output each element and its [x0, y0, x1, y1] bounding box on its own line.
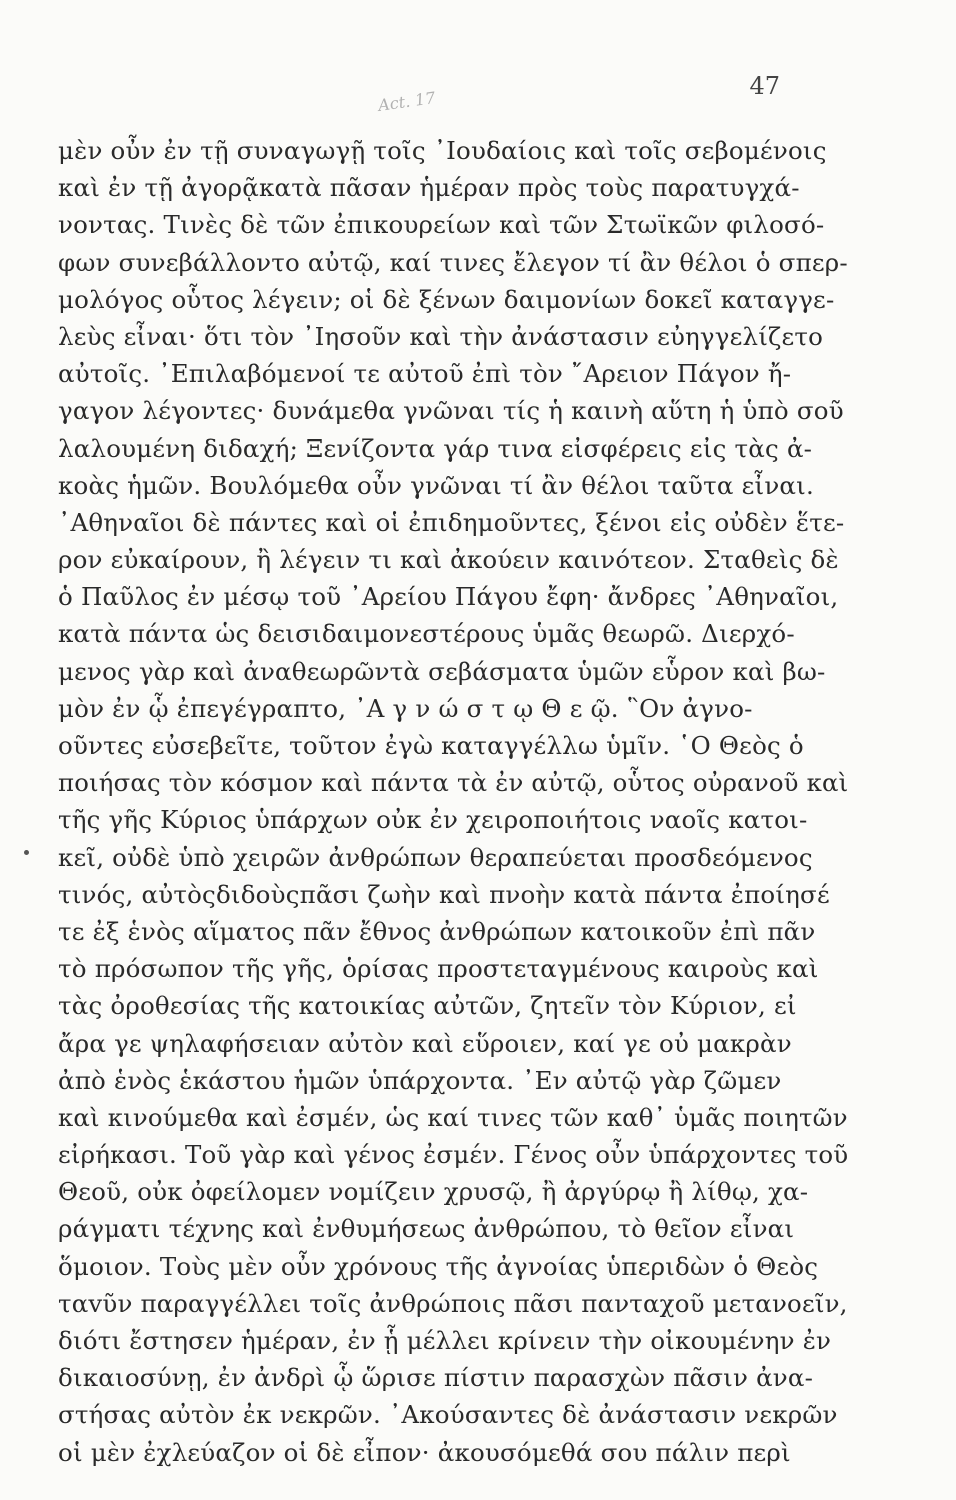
text-line: τῆς γῆς Κύριος ὑπάρχων οὐκ ἐν χειροποιήτοις ναοῖς κατοι-: [58, 805, 808, 835]
text-line: λεὺς εἶναι· ὅτι τὸν ᾿Ιησοῦν καὶ τὴν ἀνάστασιν εὐηγγελίζετο: [58, 321, 824, 351]
text-line: μὲν οὖν ἐν τῇ συναγωγῇ τοῖς ᾿Ιουδαίοις καὶ τοῖς σεβομένοις: [58, 136, 827, 165]
text-line: μενος γὰρ καὶ ἀναθεωρῶντὰ σεβάσματα ὑμῶν εὗρον καὶ βω-: [58, 656, 826, 686]
text-line: ὅμοιον. Τοὺς μὲν οὖν χρόνους τῆς ἀγνοίας ὑπεριδὼν ὁ Θεὸς: [58, 1251, 819, 1281]
text-line: τὰς ὀροθεσίας τῆς κατοικίας αὐτῶν, ζητεῖν τὸν Κύριον, εἰ: [58, 991, 797, 1021]
text-line: Θεοῦ, οὐκ ὀφείλομεν νομίζειν χρυσῷ, ἢ ἀργύρῳ ἢ λίθῳ, χα-: [58, 1177, 809, 1207]
text-line: κοὰς ἡμῶν. Βουλόμεθα οὖν γνῶναι τί ἂν θέλοι ταῦτα εἶναι.: [58, 470, 814, 500]
text-line: ρον εὐκαίρουν, ἢ λέγειν τι καὶ ἀκούειν καινότεον. Σταθεὶς δὲ: [58, 545, 839, 575]
text-line: κατὰ πάντα ὡς δεισιδαιμονεστέρους ὑμᾶς θεωρῶ. Διερχό-: [58, 619, 795, 649]
text-line: ὁ Παῦλος ἐν μέσῳ τοῦ ᾿Αρείου Πάγου ἔφη· ἄνδρες ᾿Αθηναῖοι,: [58, 582, 839, 612]
page-number: 47: [749, 72, 780, 100]
text-line: στήσας αὐτὸν ἐκ νεκρῶν. ᾿Ακούσαντες δὲ ἀνάστασιν νεκρῶν: [58, 1400, 838, 1430]
text-line: ποιήσας τὸν κόσμον καὶ πάντα τὰ ἐν αὐτῷ, οὗτος οὐρανοῦ καὶ: [58, 768, 849, 798]
text-line: καὶ κινούμεθα καὶ ἐσμέν, ὡς καί τινες τῶν καθ᾿ ὑμᾶς ποιητῶν: [58, 1102, 848, 1132]
text-line: λαλουμένη διδαχή; Ξενίζοντα γάρ τινα εἰσφέρεις εἰς τὰς ἀ-: [58, 433, 813, 463]
text-line: κεῖ, οὐδὲ ὑπὸ χειρῶν ἀνθρώπων θεραπεύεται προσδεόμενος: [58, 842, 813, 872]
margin-mark: [24, 850, 29, 855]
text-line: φων συνεβάλλοντο αὐτῷ, καί τινες ἔλεγον τί ἂν θέλοι ὁ σπερ-: [58, 247, 848, 277]
text-line: ταvῦν παραγγέλλει τοῖς ἀνθρώποις πᾶσι πανταχοῦ μετανοεῖν,: [58, 1288, 848, 1318]
text-line: μολόγος οὗτος λέγειν; οἱ δὲ ξένων δαιμονίων δοκεῖ καταγγε-: [58, 284, 835, 314]
text-line: τινός, αὐτὸςδιδοὺςπᾶσι ζωὴν καὶ πνοὴν κατὰ πάντα ἐποίησέ: [58, 879, 830, 909]
text-line: οῦντες εὐσεβεῖτε, τοῦτον ἐγὼ καταγγέλλω ὑμῖν. ῾Ο Θεὸς ὁ: [58, 731, 804, 760]
body-text: [58, 132, 848, 1471]
text-line: οἱ μὲν ἐχλεύαζον οἱ δὲ εἶπον· ἀκουσόμεθά σου πάλιν περὶ: [58, 1437, 791, 1467]
text-line: γαγον λέγοντες· δυνάμεθα γνῶναι τίς ἡ καινὴ αὕτη ἡ ὑπὸ σοῦ: [58, 396, 844, 426]
pencil-annotation: Act. 17: [376, 88, 437, 115]
text-line: ᾿Αθηναῖοι δὲ πάντες καὶ οἱ ἐπιδημοῦντες, ξένοι εἰς οὐδὲν ἕτε-: [58, 507, 845, 537]
text-line: νοντας. Τινὲς δὲ τῶν ἐπικουρείων καὶ τῶν Στωϊκῶν φιλοσό-: [58, 210, 825, 240]
text-line: ἄρα γε ψηλαφήσειαν αὐτὸν καὶ εὕροιεν, καί γε οὐ μακρὰν: [58, 1028, 792, 1058]
text-line: δικαιοσύνῃ, ἐν ἀνδρὶ ᾧ ὥρισε πίστιν παρασχὼν πᾶσιν ἀνα-: [58, 1363, 814, 1393]
text-line: ράγματι τέχνης καὶ ἐνθυμήσεως ἀνθρώπου, τὸ θεῖον εἶναι: [58, 1214, 795, 1244]
text-line: τε ἐξ ἑνὸς αἵματος πᾶν ἔθνος ἀνθρώπων κατοικοῦν ἐπὶ πᾶν: [58, 916, 816, 946]
text-line: καὶ ἐν τῇ ἀγορᾷκατὰ πᾶσαν ἡμέραν πρὸς τοὺς παρατυγχά-: [58, 173, 800, 203]
text-line: μὸν ἐν ᾧ ἐπεγέγραπτο, ᾿Α γ ν ώ σ τ ῳ Θ ε ῷ. ῝Ον ἀγνο-: [58, 693, 753, 723]
text-line: αὐτοῖς. ᾿Επιλαβόμενοί τε αὐτοῦ ἐπὶ τὸν ῎Αρειον Πάγον ἤ-: [58, 359, 792, 389]
text-line: ἀπὸ ἑνὸς ἑκάστου ἡμῶν ὑπάρχοντα. ᾿Εν αὐτῷ γὰρ ζῶμεν: [58, 1065, 782, 1095]
text-line: τὸ πρόσωπον τῆς γῆς, ὁρίσας προστεταγμένους καιροὺς καὶ: [58, 954, 819, 984]
text-line: εἰρήκασι. Τοῦ γὰρ καὶ γένος ἐσμέν. Γένος οὖν ὑπάρχοντες τοῦ: [58, 1140, 849, 1170]
text-line: διότι ἔστησεν ἡμέραν, ἐν ᾗ μέλλει κρίνειν τὴν οἰκουμένην ἐν: [58, 1326, 832, 1355]
